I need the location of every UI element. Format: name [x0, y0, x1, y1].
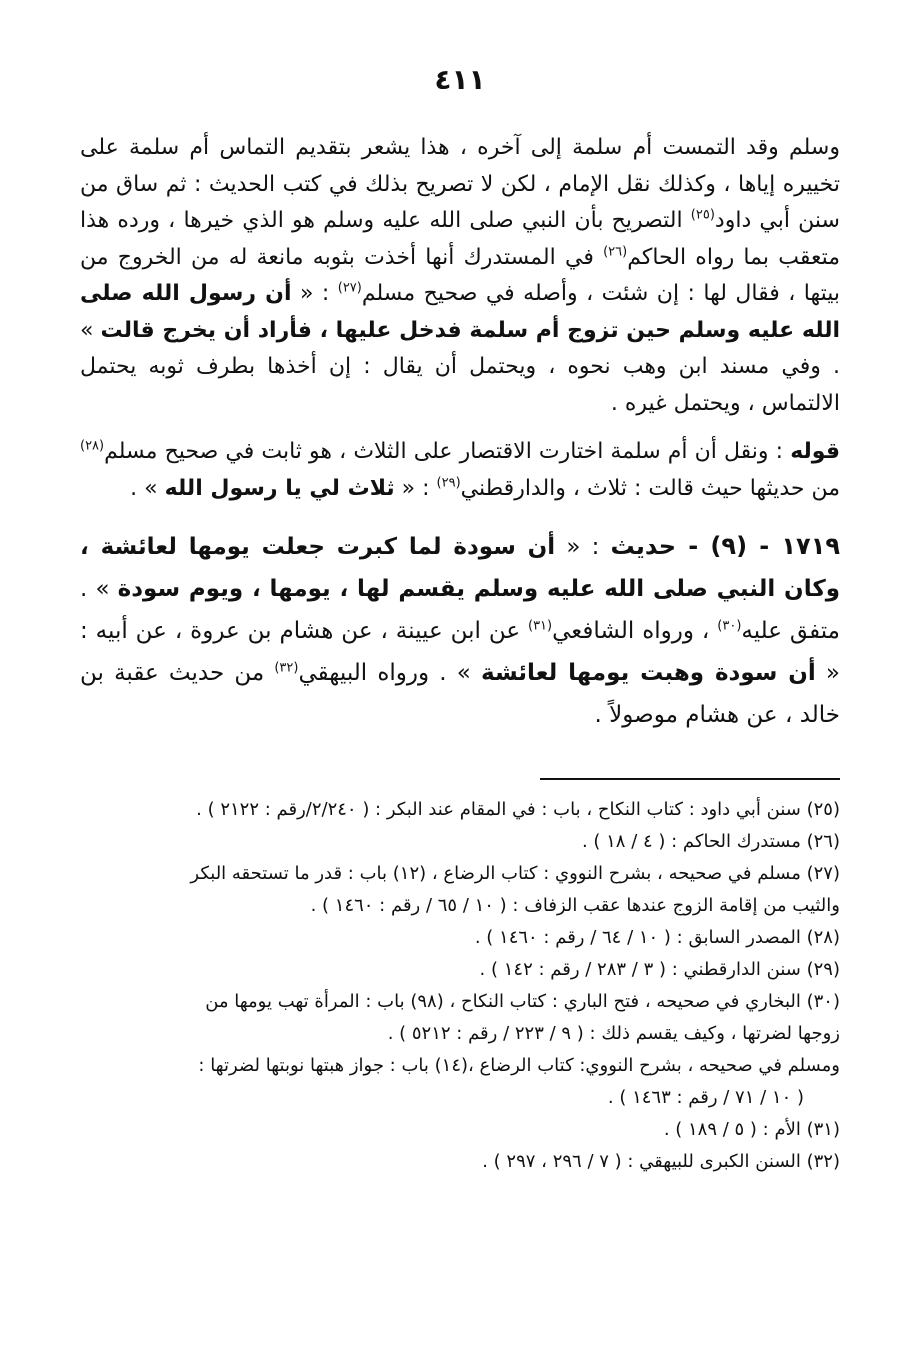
hadith-number: ١٧١٩ - (٩) - حديث [610, 532, 840, 560]
text-run: : « [291, 281, 338, 306]
footnote-ref-30[interactable]: (٣٠) [717, 618, 742, 634]
text-run: : « [394, 475, 437, 501]
text-run: عن ابن عيينة ، عن هشام بن عروة ، عن أبيه : « [80, 618, 840, 686]
page-number: ٤١١ [434, 63, 486, 96]
footnote-27-continued: والثيب من إقامة الزوج عندها عقب الزفاف : ( ١٠ / ٦٥ / رقم : ١٤٦٠ ) . [310, 895, 840, 916]
footnote-ref-27[interactable]: (٢٧) [337, 280, 362, 296]
text-run: من حديثها حيث قالت : ثلاث ، والدارقطني [460, 475, 840, 501]
footnote-27: (٢٧) مسلم في صحيحه ، بشرح النووي : كتاب الرضاع ، (١٢) باب : قدر ما تستحقه البكر [190, 863, 840, 884]
text-run: ، ورواه الشافعي [552, 618, 718, 644]
book-page [80, 60, 840, 1350]
hadith-quote: أن سودة لما كبرت جعلت يومها لعائشة ، وكان النبي صلى الله عليه وسلم يقسم لها ، يومها ، ويوم سودة [80, 534, 840, 602]
main-text [80, 130, 840, 736]
footnote-29: (٢٩) سنن الدارقطني : ( ٣ / ٢٨٣ / رقم : ١٤٢ ) . [479, 959, 840, 980]
footnotes [80, 794, 840, 1178]
hadith-quote: أن سودة وهبت يومها لعائشة [481, 660, 816, 686]
footnote-30-muslim-ref: ( ١٠ / ٧١ / رقم : ١٤٦٣ ) . [607, 1087, 804, 1108]
paragraph-commentary [80, 130, 840, 422]
text-run: التصريح بأن النبي صلى الله عليه وسلم هو الذي خيرها ، ورده هذا متعقب بما رواه الحاكم [80, 208, 840, 270]
paragraph-hadith-1719 [80, 525, 840, 736]
text-run: في المستدرك أنها أخذت بثوبه مانعة له من الخروج من بيتها ، فقال لها : إن شئت ، وأصله في صحيح مسلم [80, 244, 840, 306]
text-run: : « [555, 534, 611, 560]
footnote-25: (٢٥) سنن أبي داود : كتاب النكاح ، باب : في المقام عند البكر : ( ٢/٢٤٠/رقم : ٢١٢٢ ) . [196, 799, 840, 820]
footnote-ref-31[interactable]: (٣١) [528, 618, 553, 634]
footnote-30-muslim: ومسلم في صحيحه ، بشرح النووي: كتاب الرضاع ،(١٤) باب : جواز هبتها نوبتها لضرتها : [198, 1055, 840, 1076]
footnote-31: (٣١) الأم : ( ٥ / ١٨٩ ) . [663, 1119, 840, 1140]
footnote-30-continued: زوجها لضرتها ، وكيف يقسم ذلك : ( ٩ / ٢٢٣ / رقم : ٥٢١٢ ) . [387, 1023, 840, 1044]
text-run: » . وفي مسند ابن وهب نحوه ، ويحتمل أن يقال : إن أخذها بطرف ثوبه يحتمل الالتماس ، ويحتمل غيره . [80, 317, 840, 416]
footnote-32: (٣٢) السنن الكبرى للبيهقي : ( ٧ / ٢٩٦ ، ٢٩٧ ) . [482, 1151, 840, 1172]
paragraph-qawluh [80, 434, 840, 507]
hadith-quote: ثلاث لي يا رسول الله [164, 475, 395, 501]
text-run: » . [130, 475, 165, 501]
footnote-ref-28[interactable]: (٢٨) [80, 438, 105, 454]
footnote-divider [540, 778, 840, 780]
footnote-28: (٢٨) المصدر السابق : ( ١٠ / ٦٤ / رقم : ١٤٦٠ ) . [474, 927, 840, 948]
footnote-26: (٢٦) مستدرك الحاكم : ( ٤ / ١٨ ) . [581, 831, 840, 852]
qawluh-label: قوله [790, 439, 840, 464]
footnote-ref-32[interactable]: (٣٢) [274, 660, 299, 676]
text-run: : ونقل أن أم سلمة اختارت الاقتصار على الثلاث ، هو ثابت في صحيح مسلم [104, 439, 791, 464]
text-run: وسلم وقد التمست أم سلمة إلى آخره ، هذا يشعر بتقديم التماس أم سلمة على تخييره إياها ، وكذلك نقل الإمام ، لكن لا تصريح بذلك في كتب الحديث : ثم ساق من سنن أبي داود [80, 135, 840, 233]
footnote-30: (٣٠) البخاري في صحيحه ، فتح الباري : كتاب النكاح ، (٩٨) باب : المرأة تهب يومها من [205, 991, 840, 1012]
text-run: من حديث عقبة بن خالد ، عن هشام موصولاً . [80, 660, 840, 728]
footnote-ref-25[interactable]: (٢٥) [690, 207, 715, 223]
text-run: » . متفق عليه [80, 576, 840, 644]
text-run: » . ورواه البيهقي [298, 660, 481, 686]
hadith-quote: أن رسول الله صلى الله عليه وسلم حين تزوج أم سلمة فدخل عليها ، فأراد أن يخرج قالت [80, 281, 840, 343]
footnote-ref-29[interactable]: (٢٩) [436, 475, 461, 491]
footnote-ref-26[interactable]: (٢٦) [603, 244, 628, 260]
